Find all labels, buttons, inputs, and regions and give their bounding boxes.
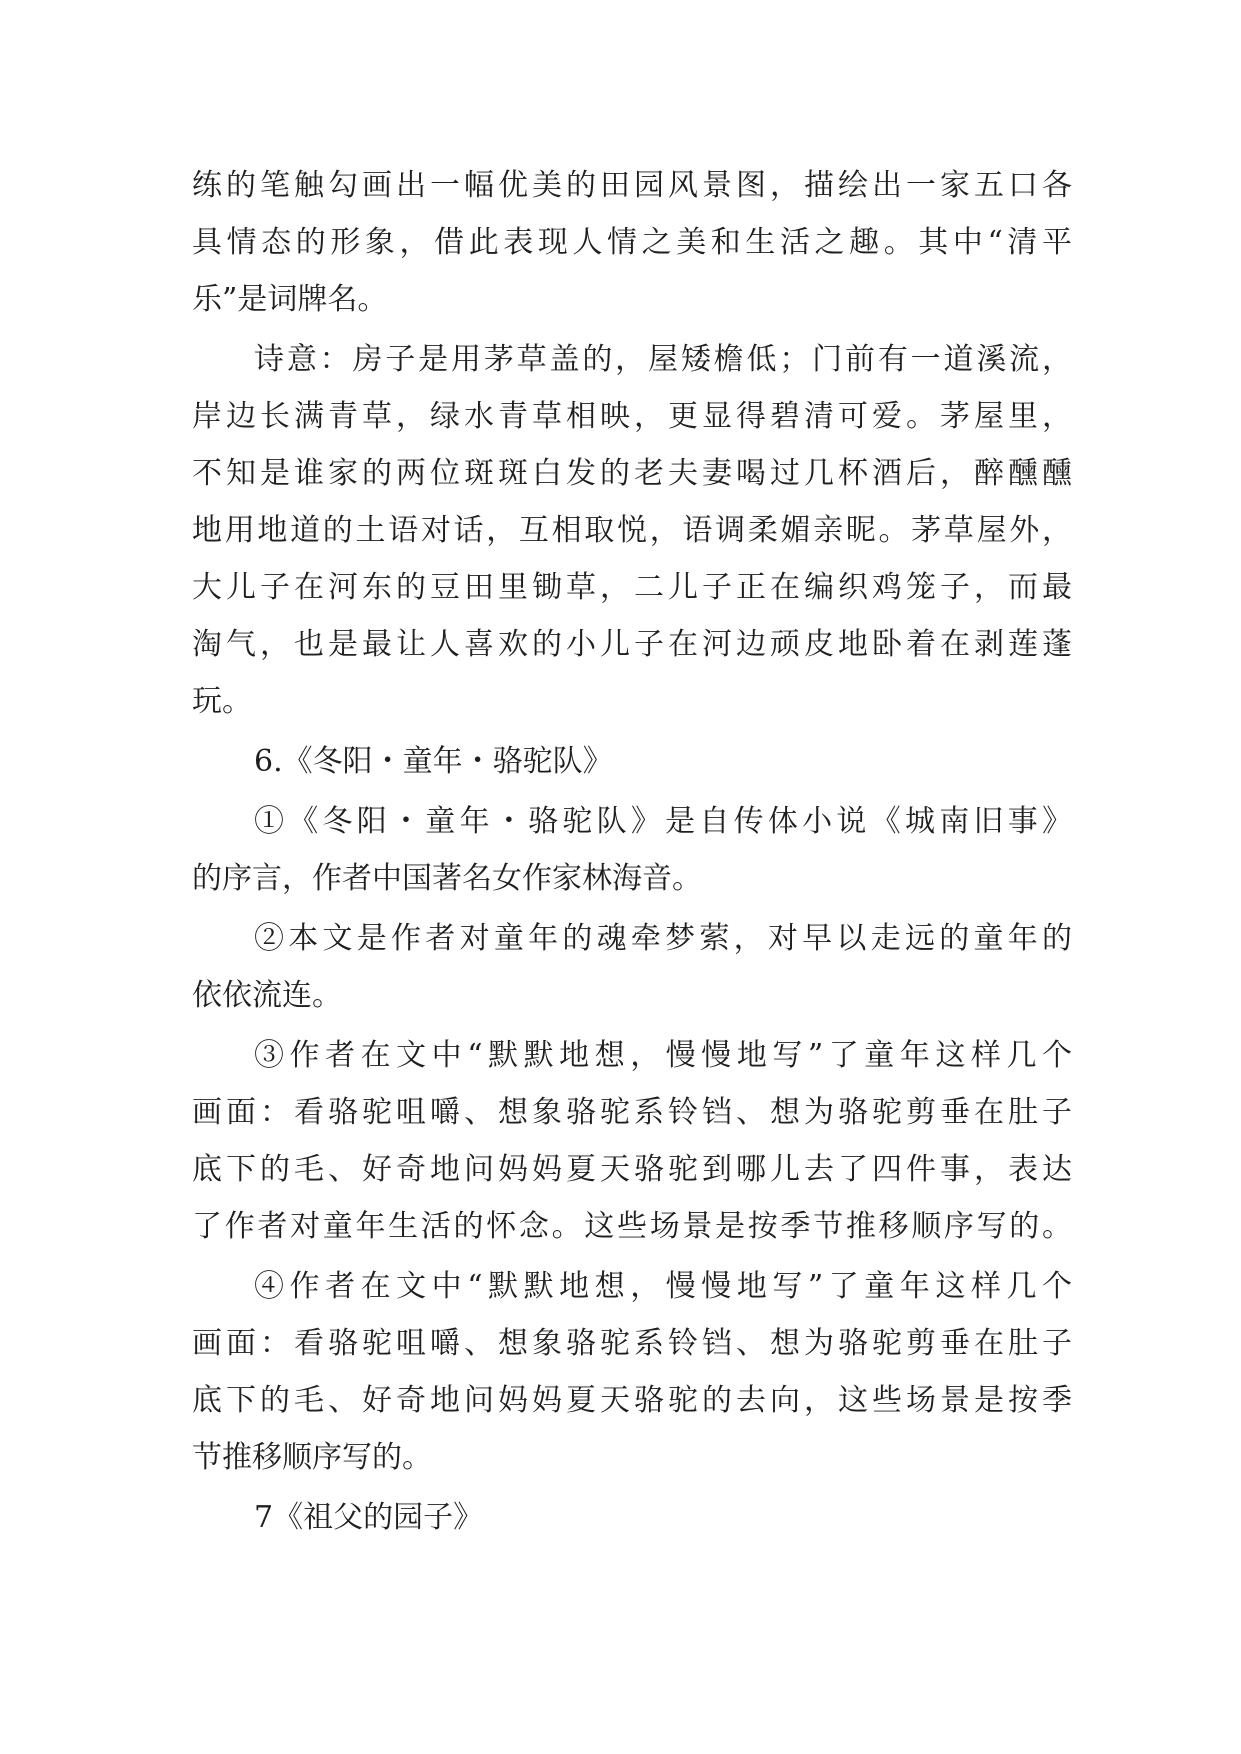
- text-line-10: 玩。: [192, 684, 252, 719]
- text-line-1: 练的笔触勾画出一幅优美的田园风景图，描绘出一家五口各: [192, 168, 1072, 203]
- text-line-7: 地用地道的土语对话，互相取悦，语调柔媚亲昵。茅草屋外，: [192, 513, 1072, 548]
- text-line-17: 画面：看骆驼咀嚼、想象骆驼系铃铛、想为骆驼剪垂在肚子: [192, 1095, 1072, 1130]
- text-line-13: 的序言，作者中国著名女作家林海音。: [192, 861, 702, 896]
- text-line-4: 诗意：房子是用茅草盖的，屋矮檐低；门前有一道溪流，: [254, 342, 1072, 377]
- text-line-18: 底下的毛、好奇地问妈妈夏天骆驼到哪儿去了四件事，表达: [192, 1152, 1072, 1187]
- text-line-2: 具情态的形象，借此表现人情之美和生活之趣。其中“清平: [192, 225, 1072, 260]
- text-line-21: 画面：看骆驼咀嚼、想象骆驼系铃铛、想为骆驼剪垂在肚子: [192, 1326, 1072, 1361]
- text-line-5: 岸边长满青草，绿水青草相映，更显得碧清可爱。茅屋里，: [192, 399, 1072, 434]
- text-line-19: 了作者对童年生活的怀念。这些场景是按季节推移顺序写的。: [192, 1209, 1072, 1244]
- text-line-6: 不知是谁家的两位斑斑白发的老夫妻喝过几杯酒后，醉醺醺: [192, 456, 1072, 491]
- text-line-14: ②本文是作者对童年的魂牵梦萦，对早以走远的童年的: [254, 921, 1072, 956]
- text-line-20: ④作者在文中“默默地想，慢慢地写”了童年这样几个: [254, 1269, 1072, 1304]
- text-line-3: 乐”是词牌名。: [192, 282, 388, 317]
- text-line-16: ③作者在文中“默默地想，慢慢地写”了童年这样几个: [254, 1038, 1072, 1073]
- text-line-15: 依依流连。: [192, 978, 342, 1013]
- text-line-23: 节推移顺序写的。: [192, 1440, 432, 1475]
- section-heading-7: 7《祖父的园子》: [254, 1500, 484, 1535]
- section-heading-6: 6.《冬阳・童年・骆驼队》: [254, 744, 613, 779]
- text-line-9: 淘气，也是最让人喜欢的小儿子在河边顽皮地卧着在剥莲蓬: [192, 627, 1072, 662]
- text-line-22: 底下的毛、好奇地问妈妈夏天骆驼的去向，这些场景是按季: [192, 1383, 1072, 1418]
- text-line-12: ①《冬阳・童年・骆驼队》是自传体小说《城南旧事》: [254, 804, 1072, 839]
- text-line-8: 大儿子在河东的豆田里锄草，二儿子正在编织鸡笼子，而最: [192, 570, 1072, 605]
